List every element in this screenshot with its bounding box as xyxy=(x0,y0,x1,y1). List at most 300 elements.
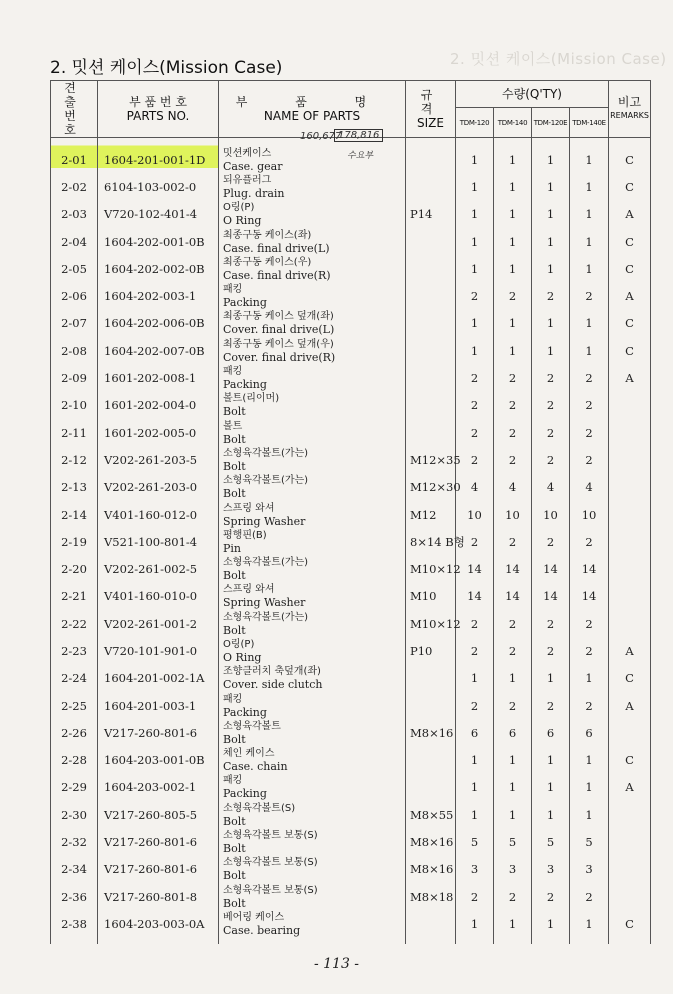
header-remarks-en: REMARKS xyxy=(610,111,649,120)
part-name xyxy=(219,201,406,228)
qty-tdm140e: 1 xyxy=(570,228,609,255)
part-name xyxy=(219,610,406,637)
part-number xyxy=(98,310,219,337)
part-size: M8×16 xyxy=(406,719,456,746)
part-name-ko: 스프링 와셔 xyxy=(223,502,275,514)
qty-tdm140e: 2 xyxy=(570,364,609,391)
qty-tdm140: 1 xyxy=(494,255,532,282)
part-name-en: Bolt xyxy=(223,569,246,583)
show-through-text: 2. 밋션 케이스(Mission Case) xyxy=(450,50,667,68)
part-number-text: 1604-202-007-0B xyxy=(104,343,205,358)
part-size xyxy=(406,774,456,801)
qty-tdm120: 14 xyxy=(456,583,494,610)
part-size xyxy=(406,692,456,719)
part-number xyxy=(98,883,219,910)
part-name xyxy=(219,828,406,855)
part-name xyxy=(219,856,406,883)
row-number: 2-38 xyxy=(51,910,98,943)
part-name-ko: 소형육각볼트(가는) xyxy=(223,447,309,459)
row-number: 2-13 xyxy=(51,474,98,501)
remarks xyxy=(609,828,651,855)
qty-tdm120: 4 xyxy=(456,474,494,501)
table-row xyxy=(51,692,651,719)
qty-tdm140: 2 xyxy=(494,419,532,446)
part-number xyxy=(98,337,219,364)
qty-tdm140e: 1 xyxy=(570,774,609,801)
section-title: 2. 밋션 케이스(Mission Case) xyxy=(50,58,283,78)
table-row xyxy=(51,528,651,555)
part-name-ko: 되유플러그 xyxy=(223,174,272,186)
part-number xyxy=(98,446,219,473)
qty-tdm120: 1 xyxy=(456,910,494,943)
remarks xyxy=(609,446,651,473)
remarks: C xyxy=(609,910,651,943)
qty-tdm140: 1 xyxy=(494,801,532,828)
part-name-en: Case. chain xyxy=(223,760,288,774)
remarks: C xyxy=(609,173,651,200)
qty-tdm120e: 1 xyxy=(532,774,570,801)
table-row xyxy=(51,255,651,282)
part-name-en: Packing xyxy=(223,296,267,310)
qty-tdm140: 6 xyxy=(494,719,532,746)
qty-tdm140e: 4 xyxy=(570,474,609,501)
part-name xyxy=(219,446,406,473)
header-part-no-en: PARTS NO. xyxy=(126,109,190,123)
part-name-ko: 베어링 케이스 xyxy=(223,911,285,923)
part-size xyxy=(406,282,456,309)
qty-tdm120e: 1 xyxy=(532,747,570,774)
qty-tdm140e: 5 xyxy=(570,828,609,855)
header-part-no xyxy=(98,81,219,138)
remarks: A xyxy=(609,364,651,391)
row-number: 2-29 xyxy=(51,774,98,801)
part-name-ko: O링(P) xyxy=(223,638,255,650)
table-row xyxy=(51,364,651,391)
part-name-ko: 최종구동 케이스 덮개(우) xyxy=(223,338,334,350)
qty-tdm140e: 2 xyxy=(570,419,609,446)
part-name-en: Bolt xyxy=(223,405,246,419)
part-name-ko: 패킹 xyxy=(223,366,243,378)
table-row xyxy=(51,474,651,501)
table-row xyxy=(51,201,651,228)
part-name-ko: 패킹 xyxy=(223,284,243,296)
part-number xyxy=(98,774,219,801)
part-size: M10×12 xyxy=(406,610,456,637)
qty-tdm120: 1 xyxy=(456,801,494,828)
qty-tdm120e: 2 xyxy=(532,692,570,719)
remarks: C xyxy=(609,337,651,364)
qty-tdm120: 2 xyxy=(456,364,494,391)
parts-table-body xyxy=(51,138,651,944)
part-name-ko: 소형육각볼트(가는) xyxy=(223,557,309,569)
part-number-text: 1604-201-001-1D xyxy=(104,152,206,167)
table-row xyxy=(51,856,651,883)
part-number-text: 1604-202-001-0B xyxy=(104,234,205,249)
remarks: C xyxy=(609,747,651,774)
part-name-ko: 소형육각볼트 보통(S) xyxy=(223,830,318,842)
part-number-text: 1601-202-005-0 xyxy=(104,425,197,440)
row-number: 2-01 xyxy=(51,138,98,174)
part-name xyxy=(219,555,406,582)
qty-tdm120: 2 xyxy=(456,392,494,419)
qty-tdm140: 2 xyxy=(494,692,532,719)
row-number: 2-06 xyxy=(51,282,98,309)
header-name-en: NAME OF PARTS xyxy=(263,109,361,123)
part-number xyxy=(98,419,219,446)
part-name xyxy=(219,801,406,828)
qty-tdm140: 14 xyxy=(494,555,532,582)
header-name-ko: 부 품 명 xyxy=(235,95,389,109)
part-name-en: Plug. drain xyxy=(223,186,285,200)
part-name-ko: 평행핀(B) xyxy=(223,529,267,541)
remarks: A xyxy=(609,282,651,309)
qty-tdm120: 2 xyxy=(456,446,494,473)
qty-tdm140e: 14 xyxy=(570,555,609,582)
qty-tdm120e: 2 xyxy=(532,419,570,446)
qty-tdm140: 1 xyxy=(494,138,532,174)
part-number-text: V202-261-203-5 xyxy=(104,452,198,467)
qty-tdm120: 2 xyxy=(456,637,494,664)
qty-tdm120e: 6 xyxy=(532,719,570,746)
table-row xyxy=(51,828,651,855)
part-size: P10 xyxy=(406,637,456,664)
qty-tdm140: 5 xyxy=(494,828,532,855)
qty-tdm140e: 1 xyxy=(570,747,609,774)
qty-tdm140e: 1 xyxy=(570,138,609,174)
remarks xyxy=(609,419,651,446)
part-number-text: V217-260-801-6 xyxy=(104,835,198,850)
qty-tdm140: 14 xyxy=(494,583,532,610)
part-number xyxy=(98,364,219,391)
handwritten-note-price-1: 160,677 xyxy=(300,131,342,142)
qty-tdm140: 2 xyxy=(494,392,532,419)
part-number-text: V401-160-010-0 xyxy=(104,589,198,604)
part-name-ko: 패킹 xyxy=(223,693,243,705)
remarks: A xyxy=(609,692,651,719)
part-size: 8×14 B형 xyxy=(406,528,456,555)
part-name-en: Bolt xyxy=(223,487,246,501)
qty-tdm120: 1 xyxy=(456,337,494,364)
qty-tdm120: 2 xyxy=(456,692,494,719)
part-name xyxy=(219,583,406,610)
part-size xyxy=(406,228,456,255)
part-name-en: Packing xyxy=(223,705,267,719)
qty-tdm140: 2 xyxy=(494,446,532,473)
qty-tdm120e: 1 xyxy=(532,138,570,174)
part-name-ko: 소형육각볼트(가는) xyxy=(223,611,309,623)
part-size xyxy=(406,665,456,692)
part-number xyxy=(98,637,219,664)
part-name-en: Bolt xyxy=(223,869,246,883)
part-number-text: V720-102-401-4 xyxy=(104,207,198,222)
qty-tdm120e: 14 xyxy=(532,583,570,610)
part-number xyxy=(98,528,219,555)
part-number xyxy=(98,719,219,746)
part-name-ko: 소형육각볼트 보통(S) xyxy=(223,884,318,896)
part-name-en: Case. bearing xyxy=(223,923,301,937)
part-name xyxy=(219,501,406,528)
part-name xyxy=(219,910,406,943)
header-size xyxy=(406,81,456,138)
qty-tdm140e: 1 xyxy=(570,665,609,692)
part-name xyxy=(219,528,406,555)
part-name xyxy=(219,692,406,719)
row-number: 2-07 xyxy=(51,310,98,337)
part-name xyxy=(219,282,406,309)
part-name xyxy=(219,138,406,174)
qty-tdm140e: 1 xyxy=(570,910,609,943)
part-name-ko: 패킹 xyxy=(223,775,243,787)
row-number: 2-05 xyxy=(51,255,98,282)
qty-tdm120e: 1 xyxy=(532,310,570,337)
part-name-ko: O링(P) xyxy=(223,202,255,214)
qty-tdm140e: 2 xyxy=(570,883,609,910)
qty-tdm140: 2 xyxy=(494,282,532,309)
table-row xyxy=(51,419,651,446)
part-number-text: V202-261-001-2 xyxy=(104,616,198,631)
part-number xyxy=(98,828,219,855)
qty-tdm120e: 1 xyxy=(532,665,570,692)
qty-tdm120e: 3 xyxy=(532,856,570,883)
part-size xyxy=(406,173,456,200)
part-name-en: O Ring xyxy=(223,214,262,228)
qty-tdm140e: 1 xyxy=(570,173,609,200)
qty-tdm140e: 3 xyxy=(570,856,609,883)
part-name-en: Case. gear xyxy=(223,159,283,173)
row-number: 2-20 xyxy=(51,555,98,582)
part-number-text: 1601-202-004-0 xyxy=(104,398,197,413)
qty-tdm120: 6 xyxy=(456,719,494,746)
qty-tdm140e: 2 xyxy=(570,637,609,664)
part-size: M8×18 xyxy=(406,883,456,910)
qty-tdm120e: 4 xyxy=(532,474,570,501)
row-number: 2-25 xyxy=(51,692,98,719)
part-name xyxy=(219,228,406,255)
part-number xyxy=(98,665,219,692)
row-number: 2-28 xyxy=(51,747,98,774)
qty-tdm120: 1 xyxy=(456,173,494,200)
part-name-en: Cover. final drive(R) xyxy=(223,350,336,364)
part-name-ko: 최종구동 케이스(우) xyxy=(223,256,312,268)
part-number-text: 6104-103-002-0 xyxy=(104,179,197,194)
part-number xyxy=(98,173,219,200)
qty-tdm120e: 10 xyxy=(532,501,570,528)
part-name-ko: 소형육각볼트(S) xyxy=(223,802,296,814)
row-number: 2-12 xyxy=(51,446,98,473)
part-number-text: 1604-202-003-1 xyxy=(104,289,197,304)
qty-tdm120e: 2 xyxy=(532,446,570,473)
row-number: 2-02 xyxy=(51,173,98,200)
table-row xyxy=(51,910,651,943)
part-name xyxy=(219,747,406,774)
qty-tdm140e: 2 xyxy=(570,282,609,309)
row-number: 2-21 xyxy=(51,583,98,610)
header-size-en: SIZE xyxy=(417,116,444,130)
qty-tdm140: 2 xyxy=(494,528,532,555)
table-row xyxy=(51,392,651,419)
part-name-en: Pin xyxy=(223,541,242,555)
part-name xyxy=(219,310,406,337)
qty-tdm120: 1 xyxy=(456,138,494,174)
qty-tdm140: 1 xyxy=(494,665,532,692)
part-size: M12×30 xyxy=(406,474,456,501)
part-number-text: 1604-203-001-0B xyxy=(104,753,205,768)
table-row xyxy=(51,583,651,610)
part-number-text: V202-261-203-0 xyxy=(104,480,198,495)
qty-tdm120: 1 xyxy=(456,228,494,255)
table-row xyxy=(51,228,651,255)
qty-tdm120: 1 xyxy=(456,747,494,774)
row-number: 2-34 xyxy=(51,856,98,883)
header-no-ko: 견 출 xyxy=(64,81,84,109)
part-number-text: 1604-202-006-0B xyxy=(104,316,205,331)
qty-tdm140e: 2 xyxy=(570,392,609,419)
remarks: C xyxy=(609,228,651,255)
part-number-text: V720-101-901-0 xyxy=(104,643,198,658)
row-number: 2-26 xyxy=(51,719,98,746)
part-size xyxy=(406,392,456,419)
remarks xyxy=(609,392,651,419)
part-number-text: V401-160-012-0 xyxy=(104,507,198,522)
qty-tdm140: 10 xyxy=(494,501,532,528)
part-number-text: 1604-203-002-1 xyxy=(104,780,197,795)
part-size xyxy=(406,747,456,774)
row-number: 2-10 xyxy=(51,392,98,419)
row-number: 2-08 xyxy=(51,337,98,364)
part-name-ko: 스프링 와셔 xyxy=(223,584,275,596)
qty-tdm120: 2 xyxy=(456,528,494,555)
qty-tdm120e: 2 xyxy=(532,364,570,391)
part-name-en: Case. final drive(R) xyxy=(223,268,331,282)
part-number-text: 1601-202-008-1 xyxy=(104,371,197,386)
row-number: 2-32 xyxy=(51,828,98,855)
handwritten-note-price-2: 178,816 xyxy=(334,129,383,142)
table-row xyxy=(51,610,651,637)
part-size xyxy=(406,138,456,174)
part-size xyxy=(406,910,456,943)
qty-tdm120e: 1 xyxy=(532,910,570,943)
qty-tdm120: 2 xyxy=(456,282,494,309)
qty-tdm140e: 14 xyxy=(570,583,609,610)
table-row xyxy=(51,282,651,309)
remarks: A xyxy=(609,637,651,664)
part-name-en: Cover. final drive(L) xyxy=(223,323,335,337)
qty-tdm120e: 1 xyxy=(532,337,570,364)
part-name xyxy=(219,392,406,419)
row-number: 2-19 xyxy=(51,528,98,555)
part-size: M12×35 xyxy=(406,446,456,473)
table-row xyxy=(51,774,651,801)
table-row xyxy=(51,719,651,746)
header-no xyxy=(51,81,98,138)
part-number xyxy=(98,692,219,719)
qty-tdm120e: 1 xyxy=(532,255,570,282)
part-number-text: V217-260-801-6 xyxy=(104,862,198,877)
row-number: 2-30 xyxy=(51,801,98,828)
part-name xyxy=(219,419,406,446)
qty-tdm140e: 1 xyxy=(570,310,609,337)
part-number xyxy=(98,138,219,174)
part-number xyxy=(98,282,219,309)
part-name-en: Spring Washer xyxy=(223,596,306,610)
part-name-ko: 볼트 xyxy=(223,420,243,432)
part-name xyxy=(219,637,406,664)
part-name xyxy=(219,364,406,391)
qty-tdm120: 10 xyxy=(456,501,494,528)
qty-tdm140e: 10 xyxy=(570,501,609,528)
part-name-ko: 체인 케이스 xyxy=(223,748,275,760)
part-size: M10×12 xyxy=(406,555,456,582)
row-number: 2-04 xyxy=(51,228,98,255)
table-row xyxy=(51,501,651,528)
qty-tdm120e: 2 xyxy=(532,282,570,309)
part-name-en: Bolt xyxy=(223,432,246,446)
part-number xyxy=(98,255,219,282)
part-name-en: Cover. side clutch xyxy=(223,678,323,692)
row-number: 2-23 xyxy=(51,637,98,664)
qty-tdm140: 1 xyxy=(494,337,532,364)
part-name xyxy=(219,719,406,746)
part-name-ko: 조향클러치 축덮개(좌) xyxy=(223,666,321,678)
part-name xyxy=(219,883,406,910)
part-name-en: Packing xyxy=(223,787,267,801)
table-row xyxy=(51,801,651,828)
qty-tdm120: 1 xyxy=(456,665,494,692)
remarks: C xyxy=(609,138,651,174)
qty-tdm120: 2 xyxy=(456,883,494,910)
remarks xyxy=(609,801,651,828)
qty-tdm120: 5 xyxy=(456,828,494,855)
remarks: A xyxy=(609,774,651,801)
remarks: A xyxy=(609,201,651,228)
qty-tdm120e: 2 xyxy=(532,392,570,419)
header-size-ko: 규 격 xyxy=(420,88,441,116)
qty-tdm140e: 1 xyxy=(570,801,609,828)
qty-tdm120e: 2 xyxy=(532,637,570,664)
qty-tdm140: 2 xyxy=(494,610,532,637)
qty-tdm140: 1 xyxy=(494,774,532,801)
part-number-text: V202-261-002-5 xyxy=(104,562,198,577)
part-name-en: Bolt xyxy=(223,896,246,910)
page-number: - 113 - xyxy=(313,956,360,972)
table-row xyxy=(51,747,651,774)
part-name-en: Bolt xyxy=(223,623,246,637)
part-name xyxy=(219,665,406,692)
header-model-tdm120: TDM-120 xyxy=(456,108,494,138)
part-size: M8×55 xyxy=(406,801,456,828)
part-number xyxy=(98,201,219,228)
row-number: 2-24 xyxy=(51,665,98,692)
qty-tdm120: 3 xyxy=(456,856,494,883)
qty-tdm120: 2 xyxy=(456,419,494,446)
qty-tdm140e: 2 xyxy=(570,528,609,555)
part-number xyxy=(98,392,219,419)
qty-tdm140e: 6 xyxy=(570,719,609,746)
part-number xyxy=(98,856,219,883)
remarks xyxy=(609,883,651,910)
remarks: C xyxy=(609,665,651,692)
part-size: M8×16 xyxy=(406,856,456,883)
part-name-en: Bolt xyxy=(223,732,246,746)
qty-tdm140: 1 xyxy=(494,310,532,337)
part-number xyxy=(98,801,219,828)
qty-tdm120e: 2 xyxy=(532,883,570,910)
part-name xyxy=(219,337,406,364)
part-number xyxy=(98,501,219,528)
part-name-en: Spring Washer xyxy=(223,514,306,528)
part-number xyxy=(98,583,219,610)
part-number xyxy=(98,474,219,501)
